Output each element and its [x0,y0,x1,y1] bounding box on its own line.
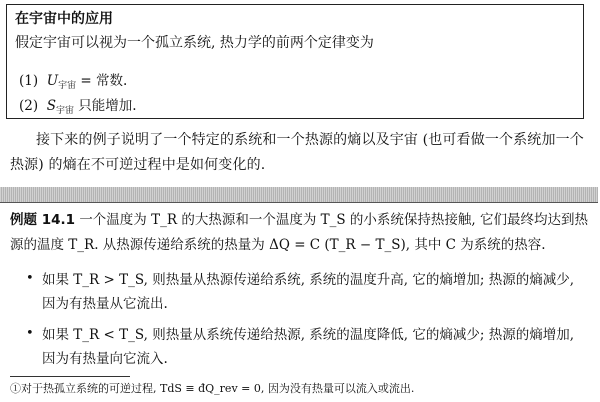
law-2-symbol: S [46,98,56,114]
example-header-bar [0,187,598,202]
law-1-text: = 常数. [76,73,128,89]
bullet-item: 如果 T_R < T_S, 则热量从系统传递给热源, 系统的温度降低, 它的熵减少; 热源的熵增加, 因为有热量向它流入. [42,327,575,367]
law-1-symbol: U [46,73,59,89]
example-block [10,208,590,258]
law-1-subscript: 宇宙 [58,81,77,91]
law-1 [19,69,127,91]
principle-box [6,4,584,119]
box-intro: 假定宇宙可以视为一个孤立系统, 热力学的前两个定律变为 [15,35,374,51]
law-2-text: 只能增加. [73,98,137,114]
body-paragraph: 接下来的例子说明了一个特定的系统和一个热源的熵以及宇宙 (也可看做一个系统加一个热源) 的熵在不可逆过程中是如何变化的. [10,132,584,173]
bullet-marker: • [26,326,34,341]
footnote-rule [10,376,130,377]
example-text: 一个温度为 T_R 的大热源和一个温度为 T_S 的小系统保持热接触, 它们最终均达到热源的温度 T_R. 从热源传递给系统的热量为 ΔQ = C (T_R − T_S), 其中 C 为系统的热容. [10,212,588,253]
example-label: 例题 14.1 [10,212,76,228]
box-title: 在宇宙中的应用 [15,11,113,27]
law-2 [19,94,137,116]
law-2-subscript: 宇宙 [55,106,74,116]
law-2-number: (2) [19,98,39,114]
bullet-item: 如果 T_R > T_S, 则热量从热源传递给系统, 系统的温度升高, 它的熵增加; 热源的熵减少, 因为有热量从它流出. [42,272,575,312]
bullet-marker: • [26,271,34,286]
example-header-rule [0,202,598,203]
law-1-number: (1) [19,73,39,89]
footnote: ①对于热孤立系统的可逆过程, TdS ≡ đQ_rev = 0, 因为没有热量可以流入或流出. [10,382,415,395]
